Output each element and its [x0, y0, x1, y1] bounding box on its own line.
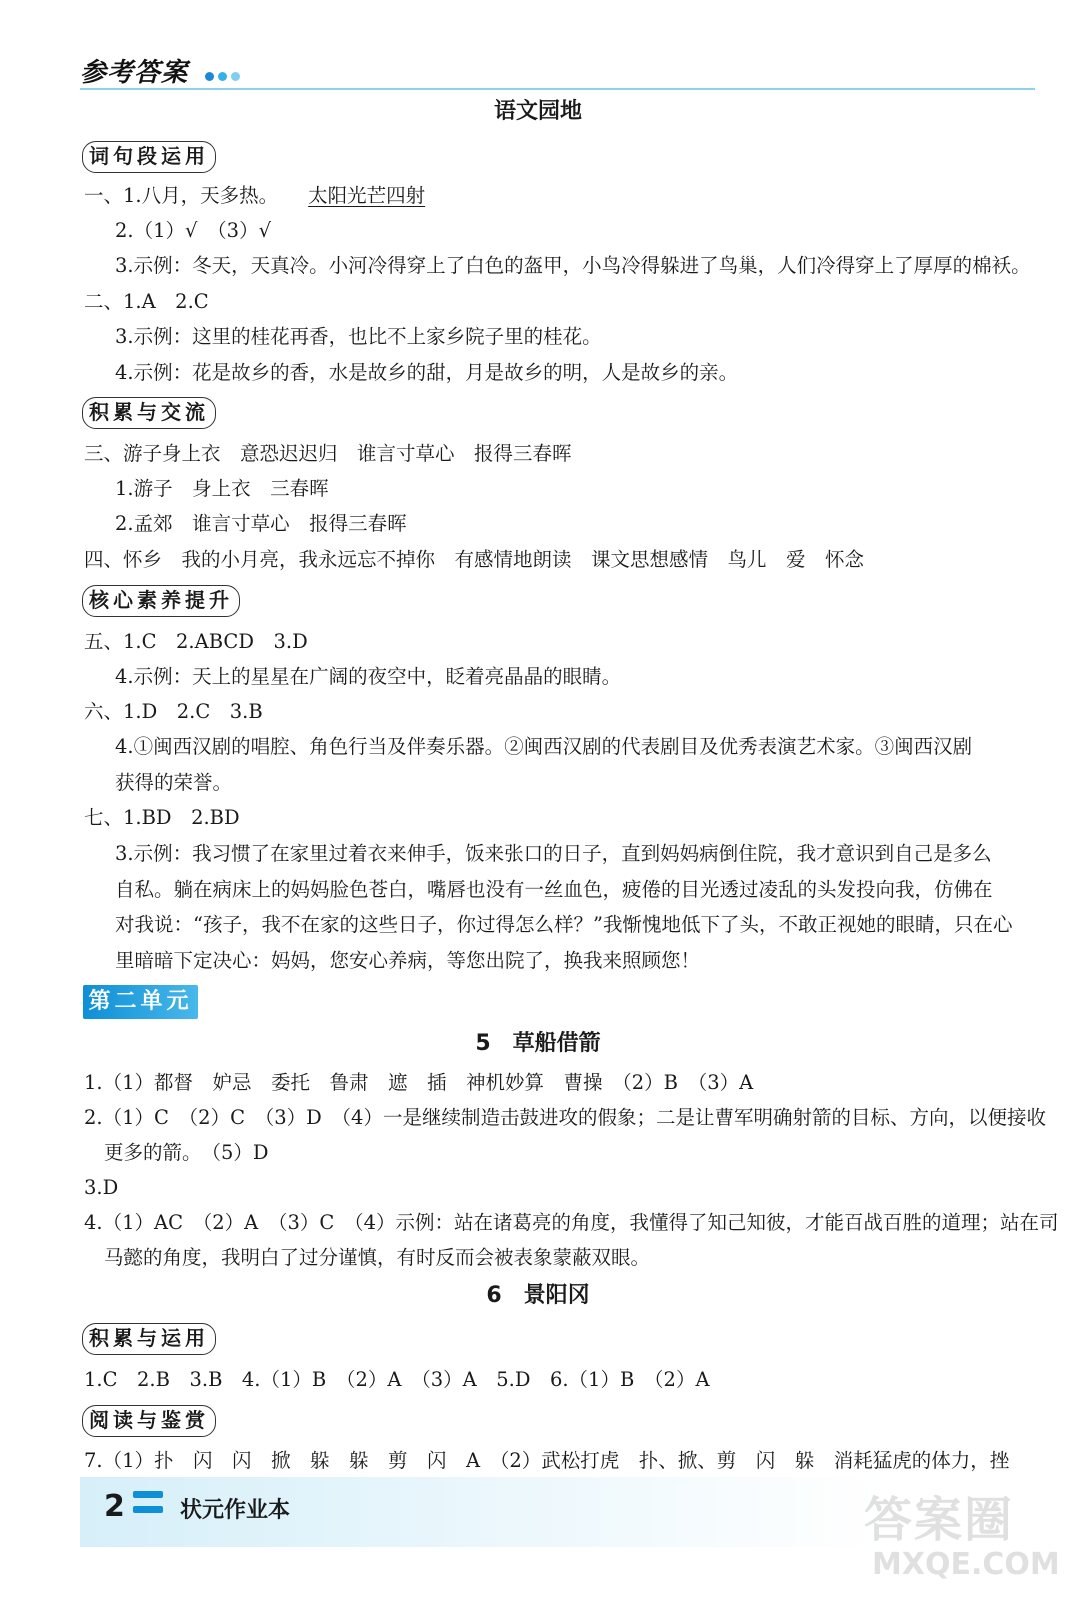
answer-line: 二、1.A 2.C [84, 290, 209, 313]
answer-line: 4.（1）AC （2）A （3）C （4）示例：站在诸葛亮的角度，我懂得了知己知彼，才能百战百胜的道理；站在司 [84, 1211, 1059, 1234]
header-title: 参考答案 [80, 58, 189, 88]
page-number: 2 [104, 1489, 125, 1524]
answer-text: 一、1.八月，天多热。 [84, 184, 279, 207]
answer-line: 自私。躺在病床上的妈妈脸色苍白，嘴唇也没有一丝血色，疲倦的目光透过凌乱的头发投向我，仿佛在 [115, 878, 993, 901]
watermark-text: 答案圈 [864, 1492, 1015, 1548]
watermark [850, 1481, 1060, 1591]
lesson-title: 6 景阳冈 [486, 1283, 590, 1308]
answer-line: 3.示例：这里的桂花再香，也比不上家乡院子里的桂花。 [115, 325, 602, 348]
answer-line: 对我说：“孩子，我不在家的这些日子，你过得怎么样？”我惭愧地低下了头，不敢正视她的眼睛，只在心 [115, 913, 1013, 936]
answer-line: 1.（1）都督 妒忌 委托 鲁肃 遮 插 神机妙算 曹操 （2）B （3）A [84, 1071, 754, 1094]
answer-line: 3.示例：冬天，天真冷。小河冷得穿上了白色的盔甲，小鸟冷得躲进了鸟巢，人们冷得穿上了厚厚的棉袄。 [115, 254, 1031, 277]
page-footer [0, 1475, 1076, 1600]
answer-line: 3.示例：我习惯了在家里过着衣来伸手，饭来张口的日子，直到妈妈病倒住院，我才意识到自己是多么 [115, 842, 992, 865]
footer-bars-icon [133, 1491, 163, 1521]
answer-line: 3.D [84, 1176, 119, 1199]
answer-line: 三、游子身上衣 意恐迟迟归 谁言寸草心 报得三春晖 [84, 442, 572, 465]
tag-yue-du-jian-shang: 阅读与鉴赏 [82, 1405, 216, 1437]
footer-bar [133, 1491, 163, 1498]
answer-line: 1.游子 身上衣 三春晖 [115, 477, 329, 500]
header-rule [80, 88, 1035, 90]
answer-line: 五、1.C 2.ABCD 3.D [84, 630, 308, 653]
answer-line: 获得的荣誉。 [115, 771, 233, 794]
dot-3 [231, 72, 240, 81]
answer-line: 四、怀乡 我的小月亮，我永远忘不掉你 有感情地朗读 课文思想感情 鸟儿 爱 怀念 [84, 548, 865, 571]
book-title: 状元作业本 [180, 1498, 291, 1523]
watermark-url: MXQE.COM [872, 1547, 1060, 1582]
dot-1 [205, 72, 214, 81]
answer-line: 更多的箭。 （5）D [104, 1141, 269, 1164]
lesson-title: 5 草船借箭 [475, 1031, 601, 1056]
header-dots [205, 66, 244, 85]
answer-line: 2.（1）C （2）C （3）D （4）一是继续制造击鼓进攻的假象；二是让曹军明确射箭的目标、方向，以便接收 [84, 1106, 1046, 1129]
answer-line: 七、1.BD 2.BD [84, 806, 240, 829]
page-header [0, 0, 1076, 100]
answer-line: 4.示例：天上的星星在广阔的夜空中，眨着亮晶晶的眼睛。 [115, 665, 622, 688]
answer-line: 4.示例：花是故乡的香，水是故乡的甜，月是故乡的明，人是故乡的亲。 [115, 361, 739, 384]
tag-ji-lei-jiao-liu: 积累与交流 [82, 397, 216, 429]
section-title: 语文园地 [493, 99, 582, 124]
answer-line: 2.（1）√ （3）√ [115, 219, 272, 242]
underlined-answer: 太阳光芒四射 [308, 184, 426, 207]
tag-ji-lei-yun-yong: 积累与运用 [82, 1323, 216, 1355]
dot-2 [218, 72, 227, 81]
tag-ci-ju-duan: 词句段运用 [82, 141, 216, 173]
answer-line: 2.孟郊 谁言寸草心 报得三春晖 [115, 512, 407, 535]
answer-line [84, 184, 425, 208]
footer-bar [133, 1506, 163, 1513]
unit-badge: 第二单元 [83, 985, 198, 1019]
answer-line: 马懿的角度，我明白了过分谨慎，有时反而会被表象蒙蔽双眼。 [104, 1246, 651, 1269]
answer-line: 7.（1）扑 闪 闪 掀 躲 躲 剪 闪 A （2）武松打虎 扑、掀、剪 闪 躲 消耗猛虎的体力，挫 [84, 1449, 1010, 1472]
answer-line: 里暗暗下定决心：妈妈，您安心养病，等您出院了，换我来照顾您！ [115, 949, 701, 972]
answer-line: 4.①闽西汉剧的唱腔、角色行当及伴奏乐器。②闽西汉剧的代表剧目及优秀表演艺术家。③闽西汉剧 [115, 735, 973, 758]
answer-line: 1.C 2.B 3.B 4.（1）B （2）A （3）A 5.D 6.（1）B （2）A [84, 1368, 710, 1391]
answer-line: 六、1.D 2.C 3.B [84, 700, 263, 723]
tag-he-xin-su-yang: 核心素养提升 [82, 585, 240, 617]
